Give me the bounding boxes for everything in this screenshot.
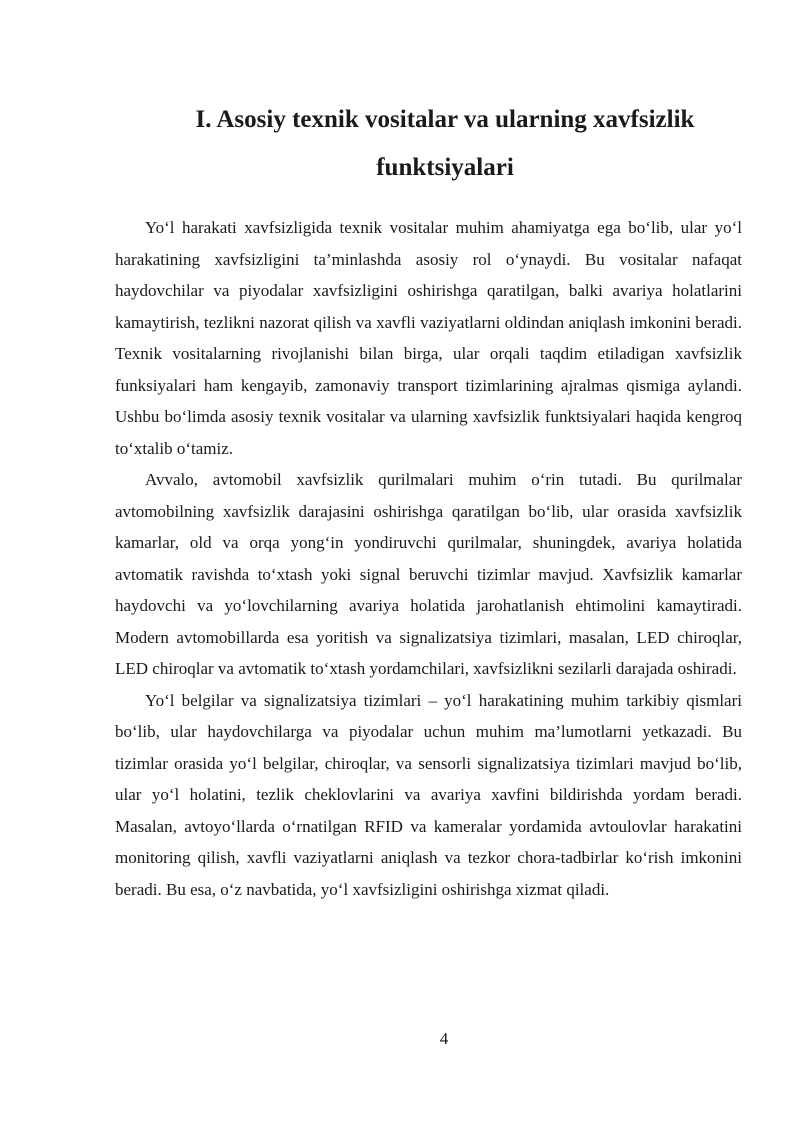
- body-text: [115, 212, 742, 905]
- page-number: 4: [439, 1029, 449, 1048]
- paragraph-3: Yo‘l belgilar va signalizatsiya tizimlari – yo‘l harakatining muhim tarkibiy qismlari bo‘lib, ular haydovchilarga va piyodalar uchun muhim ma’lumotlarni yetkazadi. Bu tizimlar orasida yo‘l belgilar, chiroqlar, va sensorli signalizatsiya tizimlari mavjud bo‘lib, ular yo‘l holatini, tezlik cheklovlarini va avariya xavfini bildirishda yordam beradi. Masalan, avtoyo‘llarda o‘rnatilgan RFID va kameralar yordamida avtoulovlar harakatini monitoring qilish, xavfli vaziyatlarni aniqlash va tezkor chora-tadbirlar ko‘rish imkonini beradi. Bu esa, o‘z navbatida, yo‘l xavfsizligini oshirishga xizmat qiladi.: [115, 690, 742, 899]
- section-heading: I. Asosiy texnik vositalar va ularning xavfsizlik funktsiyalari: [195, 106, 695, 181]
- paragraph-1: Yo‘l harakati xavfsizligida texnik vositalar muhim ahamiyatga ega bo‘lib, ular yo‘l harakatining xavfsizligini ta’minlashda asosiy rol o‘ynaydi. Bu vositalar nafaqat haydovchilar va piyodalar xavfsizligini oshirishga qaratilgan, balki avariya holatlarini kamaytirish, tezlikni nazorat qilish va xavfli vaziyatlarni oldindan aniqlash imkonini beradi. Texnik vositalarning rivojlanishi bilan birga, ular orqali taqdim etiladigan xavfsizlik funksiyalari ham kengayib, zamonaviy transport tizimlarining ajralmas qismiga aylandi. Ushbu bo‘limda asosiy texnik vositalar va ularning xavfsizlik funktsiyalari haqida kengroq to‘xtalib o‘tamiz.: [115, 218, 742, 458]
- paragraph-2: Avvalo, avtomobil xavfsizlik qurilmalari muhim o‘rin tutadi. Bu qurilmalar avtomobilning xavfsizlik darajasini oshirishga qaratilgan bo‘lib, ular orasida xavfsizlik kamarlar, old va orqa yong‘in yondiruvchi qurilmalar, shuningdek, avariya holatida avtomatik ravishda to‘xtash yoki signal beruvchi tizimlar mavjud. Xavfsizlik kamarlar haydovchi va yo‘lovchilarning avariya holatida jarohatlanish ehtimolini kamaytiradi. Modern avtomobillarda esa yoritish va signalizatsiya tizimlari, masalan, LED chiroqlar, LED chiroqlar va avtomatik to‘xtash yordamchilari, xavfsizlikni sezilarli darajada oshiradi.: [115, 470, 742, 678]
